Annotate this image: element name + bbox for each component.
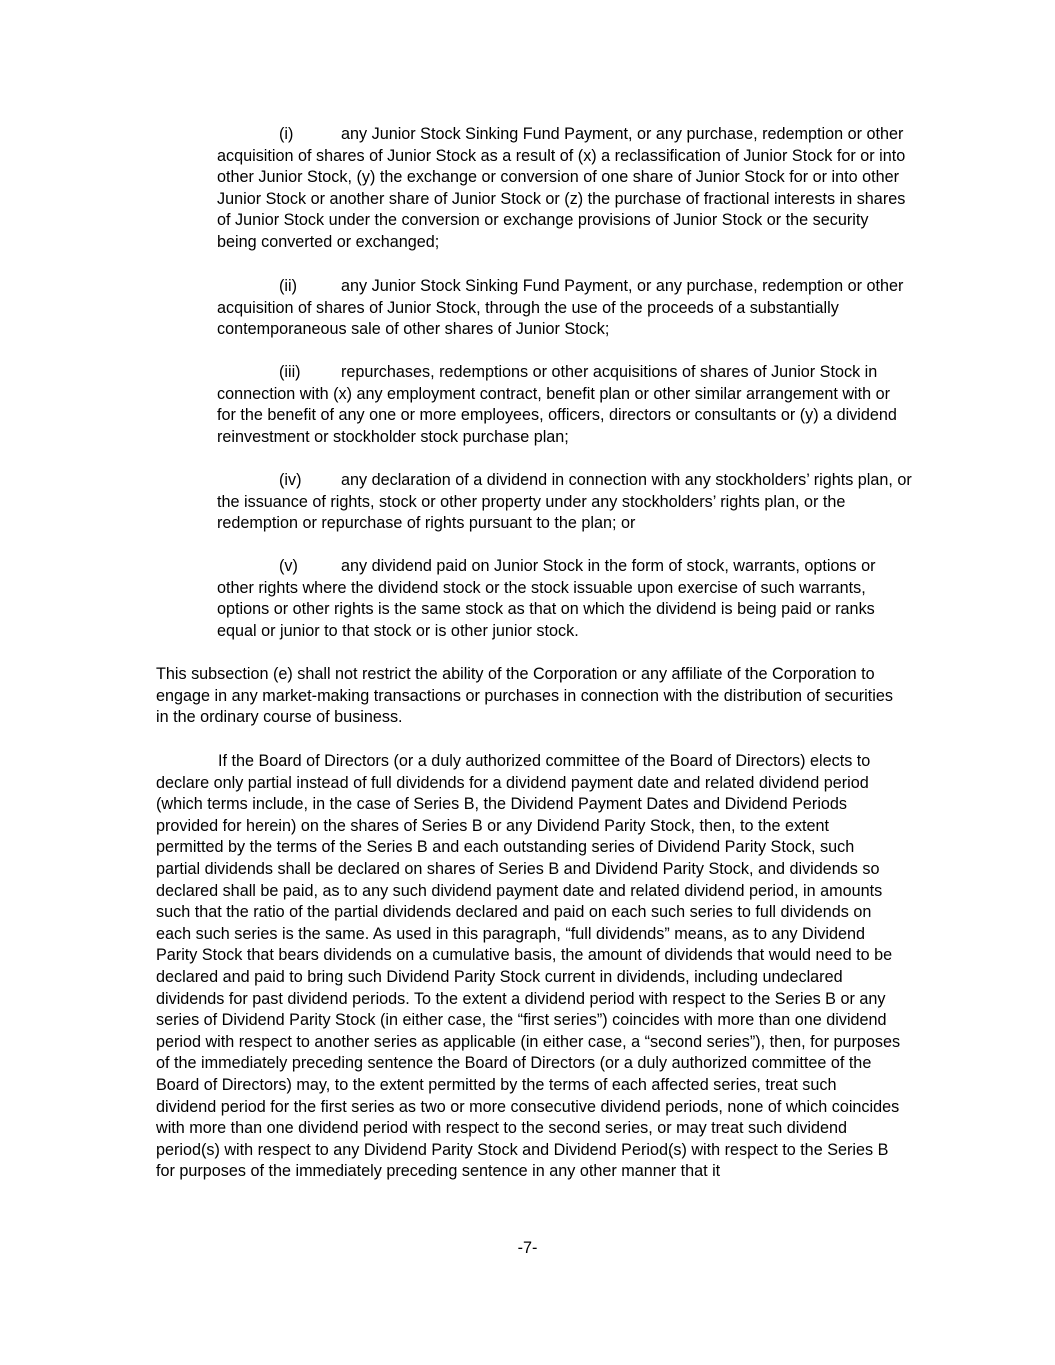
page-number: -7- [517,1239,538,1257]
clause-number: (iii) [279,363,301,381]
paragraph-partial-dividends: If the Board of Directors (or a duly authorized committee of the Board of Directors) elects to declare only partial instead of full dividends for a dividend payment date and related dividend period (which terms include, in the case of Series B, the Dividend Payment Dates and Dividend Periods provided for herein) on the shares of Series B or any Dividend Parity Stock, then, to the extent permitted by the terms of the Series B and each outstanding series of Dividend Parity Stock, such partial dividends shall be declared on shares of Series B and Dividend Parity Stock, and dividends so declared shall be paid, as to any such dividend payment date and related dividend period, in amounts such that the ratio of the partial dividends declared and paid on each such series to full dividends on each such series is the same. As used in this paragraph, “full dividends” means, as to any Dividend Parity Stock that bears dividends on a cumulative basis, the amount of dividends that would need to be declared and paid to bring such Dividend Parity Stock current in dividends, including undeclared dividends for past dividend periods. To the extent a dividend period with respect to the Series B or any series of Dividend Parity Stock (in either case, the “first series”) coincides with more than one dividend period with respect to another series as applicable (in either case, a “second series”), then, for purposes of the immediately preceding sentence the Board of Directors (or a duly authorized committee of the Board of Directors) may, to the extent permitted by the terms of each affected series, treat such dividend period for the first series as two or more consecutive dividend periods, none of which coincides with more than one dividend period with respect to the second series, or may treat such dividend period(s) with respect to any Dividend Parity Stock and Dividend Period(s) with respect to the Series B for purposes of the immediately preceding sentence in any other manner that it [156,752,901,1181]
clause-i [217,124,912,254]
clause-v [217,556,912,642]
clause-ii [217,276,912,341]
clause-text: repurchases, redemptions or other acquisitions of shares of Junior Stock in connection with (x) any employment contract, benefit plan or other similar arrangement with or for the benefit of any one or more employees, officers, directors or consultants or (y) a dividend reinvestment or stockholder stock purchase plan; [217,363,897,446]
clause-number: (i) [279,125,294,143]
clause-text: any Junior Stock Sinking Fund Payment, or any purchase, redemption or other acquisition of shares of Junior Stock as a result of (x) a reclassification of Junior Stock for or into other Junior Stock, (y) the exchange or conversion of one share of Junior Stock for or into other Junior Stock or another share of Junior Stock or (z) the purchase of fractional interests in shares of Junior Stock under the conversion or exchange provisions of Junior Stock or the security being converted or exchanged; [217,125,906,251]
clause-number: (v) [279,557,298,575]
clause-text: any declaration of a dividend in connection with any stockholders’ rights plan, or the issuance of rights, stock or other property under any stockholders’ rights plan, or the redemption or repurchase of rights pursuant to the plan; or [217,471,912,533]
clause-number: (ii) [279,277,297,295]
clause-iii [217,362,912,448]
paragraph-subsection-note: This subsection (e) shall not restrict the ability of the Corporation or any affiliate of the Corporation to engage in any market-making transactions or purchases in connection with the distribution of securities in the ordinary course of business. [156,665,893,727]
clause-number: (iv) [279,471,302,489]
clause-text: any dividend paid on Junior Stock in the form of stock, warrants, options or other rights where the dividend stock or the stock issuable upon exercise of such warrants, options or other rights is the same stock as that on which the dividend is being paid or ranks equal or junior to that stock or is other junior stock. [217,557,876,640]
clause-text: any Junior Stock Sinking Fund Payment, or any purchase, redemption or other acquisition of shares of Junior Stock, through the use of the proceeds of a substantially contemporaneous sale of other shares of Junior Stock; [217,277,904,339]
clause-iv [217,470,912,535]
